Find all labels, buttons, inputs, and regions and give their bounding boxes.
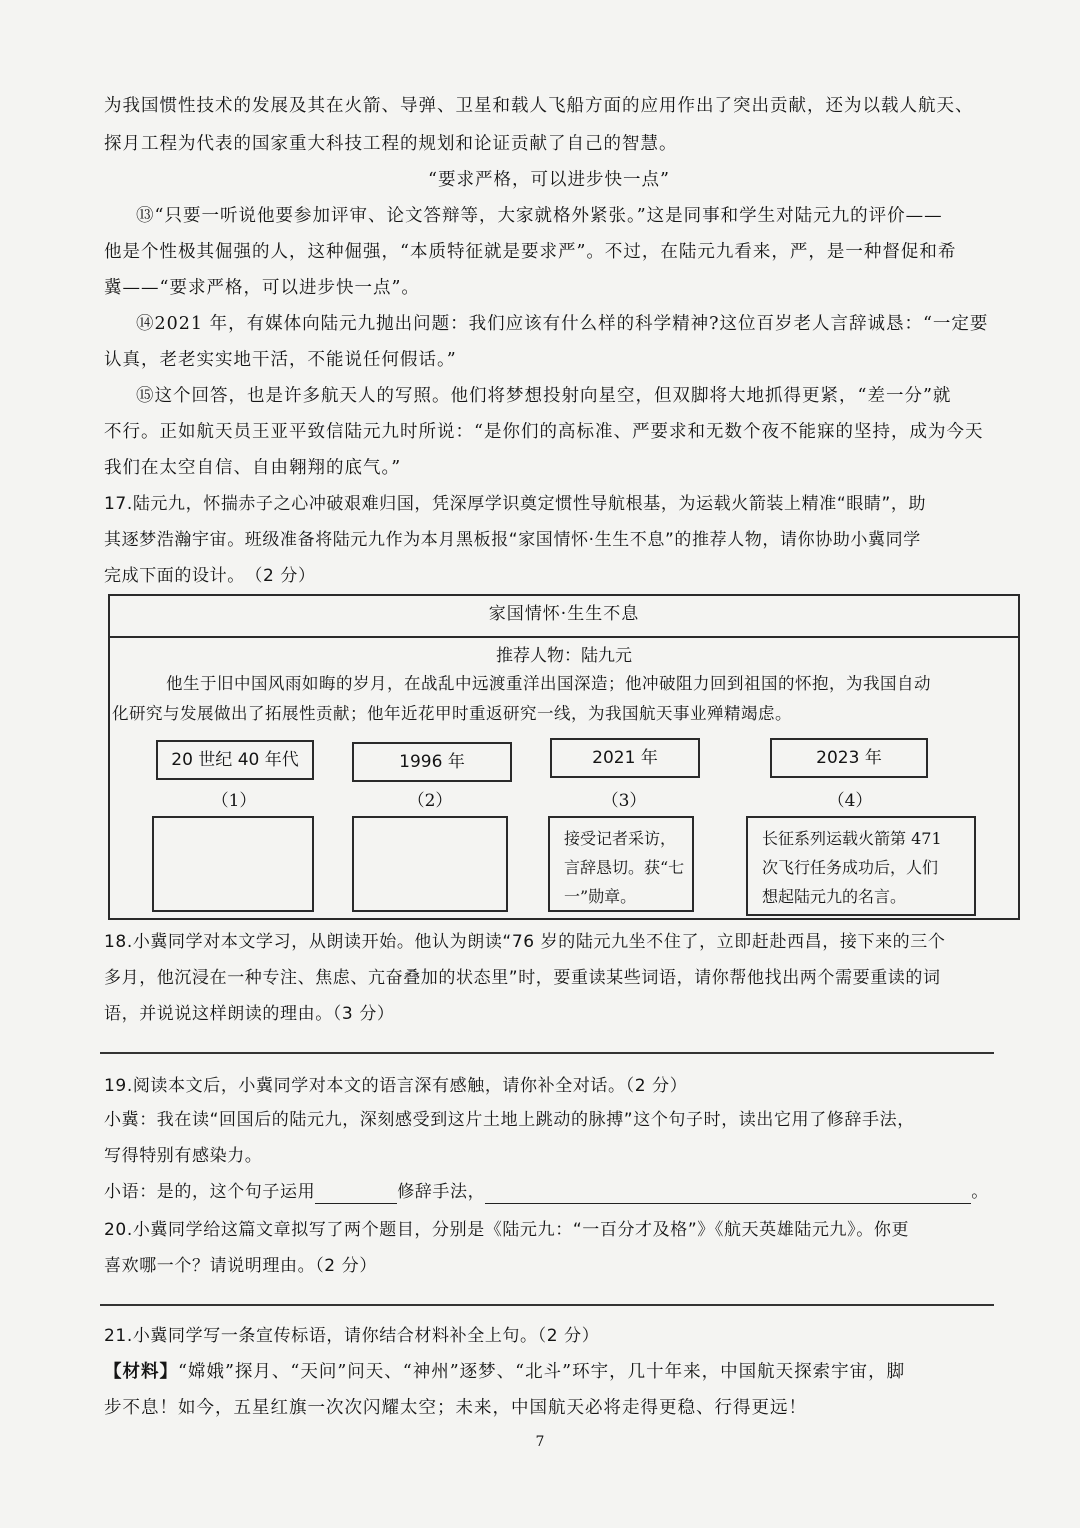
- material-text: “嫦娥”探月、“天问”问天、“神州”逐梦、“北斗”环宇，几十年来，中国航天探索宇宙，脚: [178, 1362, 906, 1382]
- question-17: 完成下面的设计。 （2 分）: [104, 566, 316, 586]
- reply-middle: 修辞手法，: [397, 1182, 486, 1202]
- question-21: 21.小冀同学写一条宣传标语，请你结合材料补全上句。（2 分）: [104, 1326, 600, 1346]
- answer-line-18[interactable]: [100, 1052, 994, 1054]
- answer-box-4-line: 想起陆元九的名言。: [762, 887, 907, 906]
- design-intro: 他生于旧中国风雨如晦的岁月，在战乱中远渡重洋出国深造；他冲破阻力回到祖国的怀抱，为我国自动: [166, 674, 931, 693]
- reply-end: 。: [971, 1182, 989, 1202]
- blank-number-4: （4）: [827, 791, 873, 811]
- year-box-1: 20 世纪 40 年代: [156, 740, 314, 780]
- question-20: 喜欢哪一个？请说明理由。（2 分）: [104, 1256, 377, 1276]
- paragraph-15: 不行。正如航天员王亚平致信陆元九时所说：“是你们的高标准、严要求和无数个夜不能寐的坚持，成为今天: [104, 422, 984, 442]
- question-19: 写得特别有感染力。: [104, 1146, 263, 1166]
- question-19: 19.阅读本文后，小冀同学对本文的语言深有感触，请你补全对话。（2 分）: [104, 1076, 688, 1096]
- question-20: 20.小冀同学给这篇文章拟写了两个题目，分别是《陆元九：“一百分才及格”》《航天英雄陆元九》。你更: [104, 1220, 910, 1240]
- answer-line-20[interactable]: [100, 1304, 994, 1306]
- answer-box-4-line: 次飞行任务成功后，人们: [762, 858, 939, 877]
- paragraph-15: 我们在太空自信、自由翱翔的底气。”: [104, 458, 402, 478]
- recommend-person: 推荐人物：陆九元: [496, 646, 632, 666]
- design-intro: 化研究与发展做出了拓展性贡献；他年近花甲时重返研究一线，为我国航天事业殚精竭虑。: [112, 704, 792, 723]
- paragraph-15: ⑮这个回答，也是许多航天人的写照。他们将梦想投射向星空，但双脚将大地抓得更紧，“差一分”就: [136, 386, 952, 406]
- year-box-2: 1996 年: [352, 742, 512, 782]
- material-line: [104, 1360, 994, 1384]
- question-19: 小冀：我在读“回国后的陆元九，深刻感受到这片土地上跳动的脉搏”这个句子时，读出它用了修辞手法，: [104, 1110, 915, 1130]
- reply-prefix: 小语：是的，这个句子运用: [104, 1182, 316, 1202]
- answer-box-2[interactable]: [352, 816, 508, 912]
- paragraph-14: ⑭2021 年，有媒体向陆元九抛出问题：我们应该有什么样的科学精神?这位百岁老人言辞诚恳：“一定要: [136, 314, 989, 334]
- answer-box-3-line: 一”勋章。: [564, 887, 637, 906]
- effect-blank[interactable]: [485, 1185, 971, 1204]
- paragraph-13: ⑬“只要一听说他要参加评审、论文答辩等，大家就格外紧张。”这是同事和学生对陆元九的评价——: [136, 206, 943, 226]
- question-18: 语，并说说这样朗读的理由。（3 分）: [104, 1004, 395, 1024]
- blackboard-design-box: [108, 594, 1020, 920]
- material-label: 【材料】: [104, 1362, 178, 1382]
- paragraph-14: 认真，老老实实地干活，不能说任何假话。”: [104, 350, 457, 370]
- question-18: 多月，他沉浸在一种专注、焦虑、亢奋叠加的状态里”时，要重读某些词语，请你帮他找出两个需要重读的词: [104, 968, 941, 988]
- passage-line: 为我国惯性技术的发展及其在火箭、导弹、卫星和载人飞船方面的应用作出了突出贡献，还为以载人航天、: [104, 96, 974, 116]
- blank-number-2: （2）: [407, 791, 453, 811]
- paragraph-13: 他是个性极其倔强的人，这种倔强，“本质特征就是要求严”。不过，在陆元九看来，严，是一种督促和希: [104, 242, 957, 262]
- design-title: 家国情怀·生生不息: [110, 596, 1018, 638]
- answer-box-3-line: 接受记者采访，: [564, 829, 677, 848]
- question-19-reply: [104, 1180, 994, 1204]
- answer-box-3-line: 言辞恳切。获“七: [564, 858, 685, 877]
- page-number: 7: [535, 1434, 545, 1450]
- blank-number-3: （3）: [601, 791, 647, 811]
- answer-box-1[interactable]: [152, 816, 314, 912]
- year-box-4: 2023 年: [770, 738, 928, 778]
- material-line: 步不息！如今，五星红旗一次次闪耀太空；未来，中国航天必将走得更稳、行得更远！: [104, 1398, 807, 1418]
- answer-box-3: [548, 816, 694, 912]
- answer-box-4-line: 长征系列运载火箭第 471: [762, 829, 942, 848]
- year-box-3: 2021 年: [550, 738, 700, 778]
- rhetoric-blank[interactable]: [315, 1185, 397, 1204]
- paragraph-13: 冀——“要求严格，可以进步快一点”。: [104, 278, 420, 298]
- question-17: 17.陆元九，怀揣赤子之心冲破艰难归国，凭深厚学识奠定惯性导航根基，为运载火箭装上精准“眼睛”，助: [104, 494, 927, 514]
- section-subtitle: “要求严格，可以进步快一点”: [428, 170, 670, 190]
- question-18: 18.小冀同学对本文学习，从朗读开始。他认为朗读“76 岁的陆元九坐不住了，立即赶赴西昌，接下来的三个: [104, 932, 946, 952]
- question-17: 其逐梦浩瀚宇宙。班级准备将陆元九作为本月黑板报“家国情怀·生生不息”的推荐人物，请你协助小冀同学: [104, 530, 921, 550]
- blank-number-1: （1）: [211, 791, 257, 811]
- passage-line: 探月工程为代表的国家重大科技工程的规划和论证贡献了自己的智慧。: [104, 134, 678, 154]
- answer-box-4: [746, 816, 976, 916]
